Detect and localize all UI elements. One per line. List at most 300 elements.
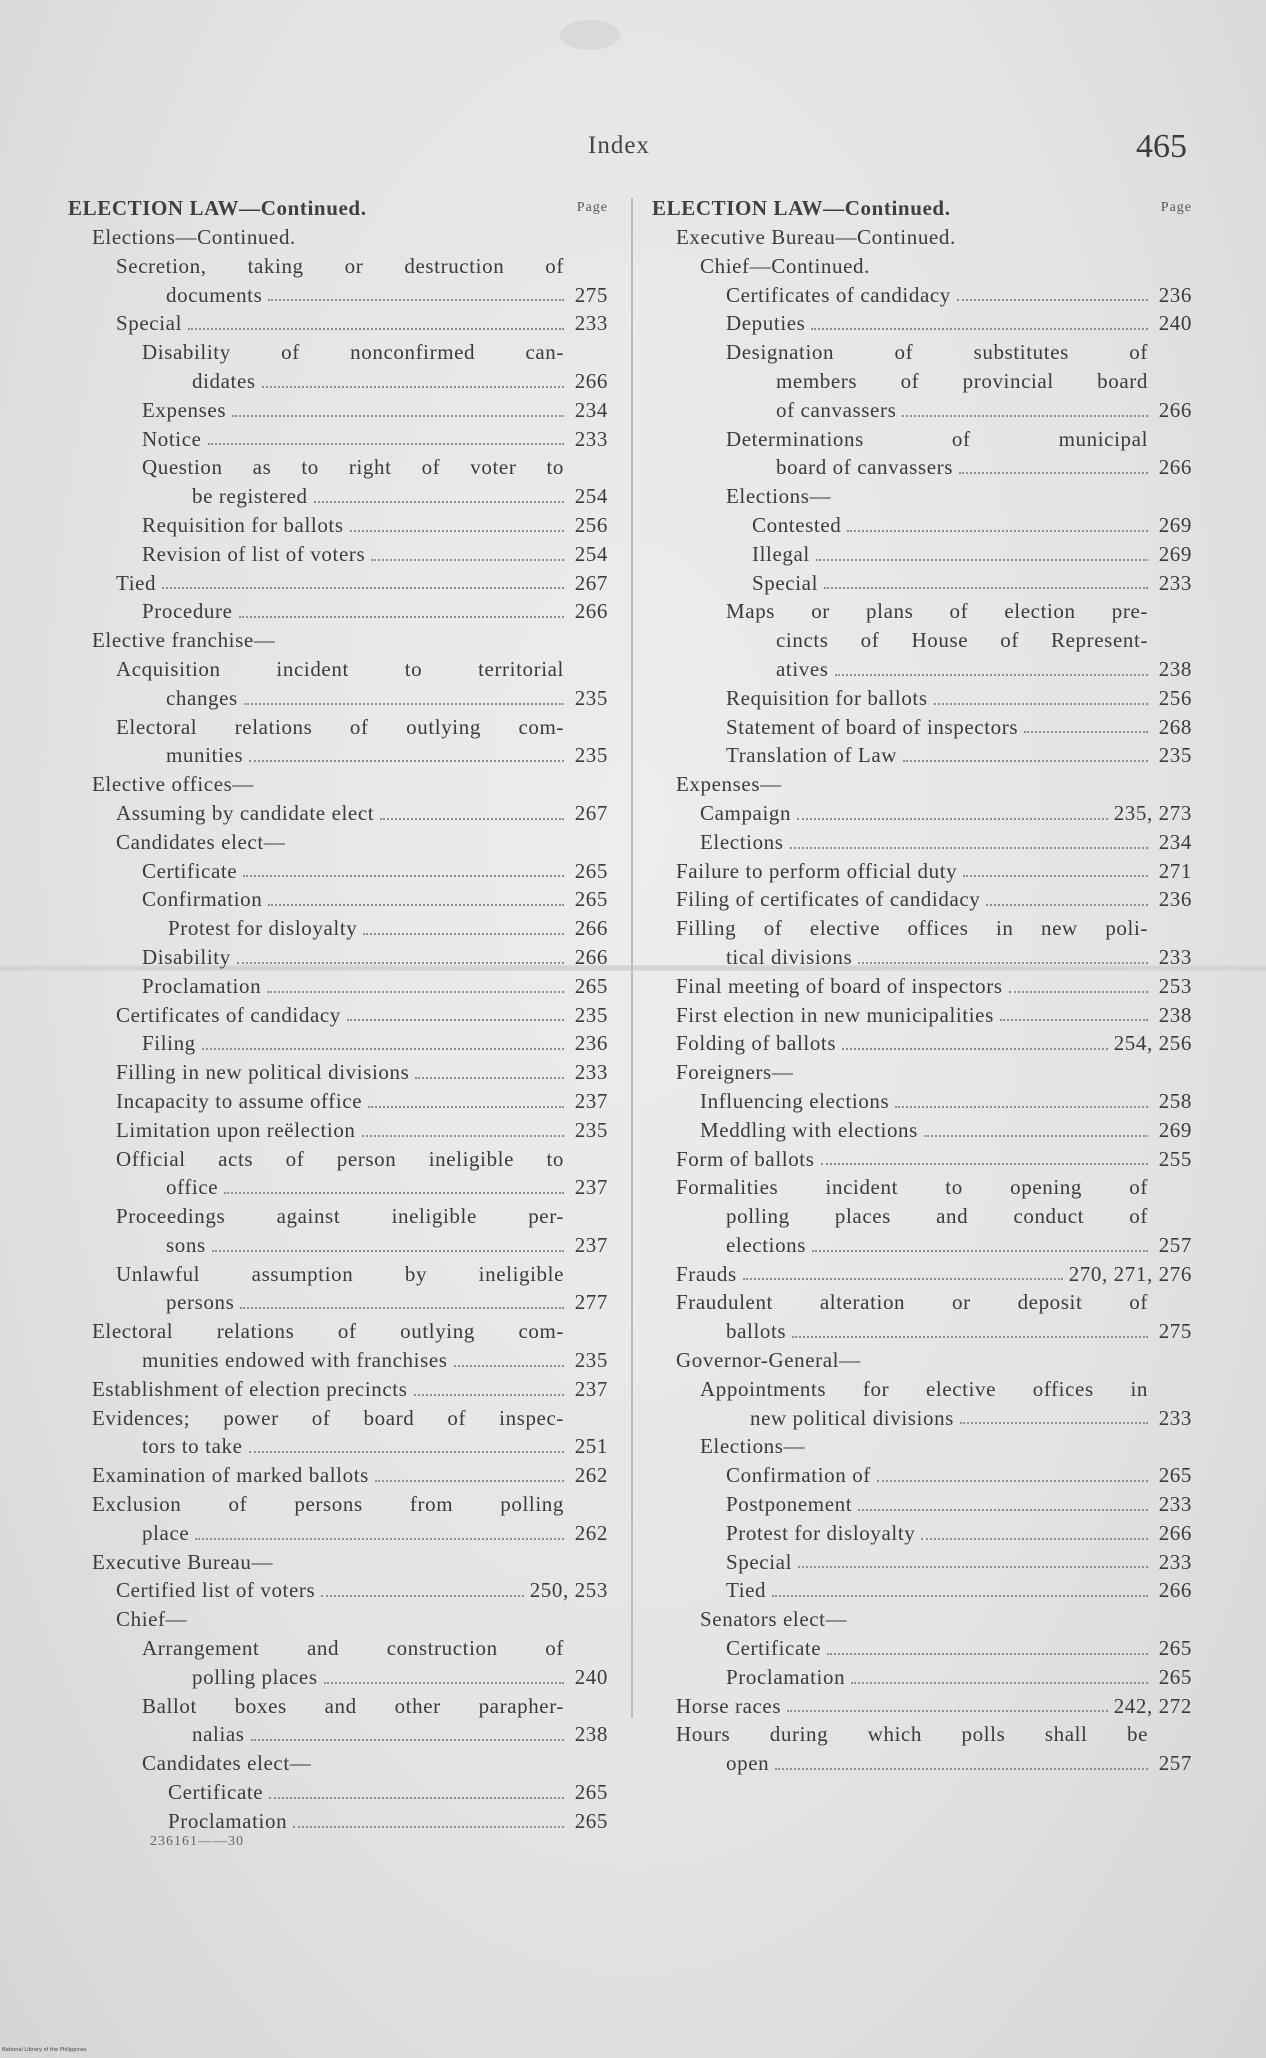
index-entry: [68, 799, 608, 828]
entry-text: sons: [166, 1232, 206, 1257]
dot-leader: [772, 1595, 1148, 1597]
entry-text: Ballot boxes and other parapher-: [142, 1693, 564, 1718]
dot-leader: [237, 962, 564, 964]
column-heading: [652, 194, 1192, 223]
index-entry: [68, 1404, 608, 1462]
index-entry: [68, 713, 608, 771]
dot-leader: [368, 1106, 564, 1108]
entry-text: Formalities incident to opening of: [676, 1175, 1148, 1200]
index-entry: [652, 223, 1192, 252]
page-reference: 265: [1158, 1664, 1192, 1689]
index-entry: [68, 540, 608, 569]
dot-leader: [1000, 1019, 1148, 1021]
entry-text: Establishment of election precincts: [92, 1376, 408, 1401]
entry-text: members of provincial board: [776, 368, 1148, 393]
page-reference: 236: [1158, 887, 1192, 912]
page-reference: 254, 256: [1113, 1031, 1192, 1056]
page-reference: 233: [1158, 1492, 1192, 1517]
page-reference: 275: [1158, 1319, 1192, 1344]
entry-text: Disability: [142, 944, 231, 969]
entry-text: Special: [116, 311, 183, 336]
dot-leader: [251, 1739, 564, 1741]
index-entry: [652, 1001, 1192, 1030]
index-entry: [652, 597, 1192, 683]
entry-text: Certified list of voters: [116, 1578, 316, 1603]
dot-leader: [363, 933, 564, 935]
dot-leader: [224, 1192, 564, 1194]
index-entry: [68, 828, 608, 857]
entry-text: Certificate: [142, 858, 238, 883]
entry-text: Elective franchise—: [92, 628, 276, 653]
dot-leader: [380, 818, 564, 820]
entry-text: Assuming by candidate elect: [116, 800, 375, 825]
entry-text: Certificate: [726, 1636, 822, 1661]
entry-text: munities endowed with franchises: [142, 1348, 448, 1373]
entry-text: Question as to right of voter to: [142, 455, 564, 480]
dot-leader: [847, 530, 1148, 532]
page-reference: 256: [1158, 685, 1192, 710]
page-reference: 267: [574, 570, 608, 595]
entry-text: Electoral relations of outlying com-: [92, 1319, 564, 1344]
index-entry: [652, 770, 1192, 799]
index-entry: [652, 1346, 1192, 1375]
page-reference: 268: [1158, 714, 1192, 739]
index-entry: [68, 425, 608, 454]
entry-text: Procedure: [142, 599, 233, 624]
page-reference: 238: [1158, 1002, 1192, 1027]
index-entry: [68, 1807, 608, 1836]
entry-text: atives: [776, 656, 829, 681]
index-entry: [652, 1605, 1192, 1634]
entry-text: munities: [166, 743, 244, 768]
page-reference: 257: [1158, 1751, 1192, 1776]
page-reference: 266: [574, 916, 608, 941]
printer-code: 236161——30: [150, 1834, 244, 1849]
page-reference: 235: [574, 1002, 608, 1027]
page-reference: 262: [574, 1520, 608, 1545]
index-entry: [68, 1605, 608, 1634]
entry-text: Elective offices—: [92, 772, 254, 797]
page-reference: 265: [574, 973, 608, 998]
dot-leader: [821, 1163, 1149, 1165]
dot-leader: [268, 299, 564, 301]
entry-text: open: [726, 1751, 770, 1776]
page-reference: 235: [574, 685, 608, 710]
index-entry: [652, 1145, 1192, 1174]
index-entry: [652, 1375, 1192, 1433]
entry-text: Failure to perform official duty: [676, 858, 958, 883]
dot-leader: [162, 587, 564, 589]
index-entry: [68, 626, 608, 655]
page-reference: 240: [1158, 311, 1192, 336]
dot-leader: [787, 1710, 1108, 1712]
entry-text: Chief—: [116, 1607, 188, 1632]
entry-text: Frauds: [676, 1261, 737, 1286]
dot-leader: [743, 1278, 1063, 1280]
entry-text: Elections—Continued.: [92, 225, 296, 249]
index-entry: [652, 1058, 1192, 1087]
dot-leader: [195, 1538, 564, 1540]
entry-text: Confirmation of: [726, 1463, 871, 1488]
index-entry: [68, 396, 608, 425]
dot-leader: [202, 1048, 564, 1050]
entry-text: Special: [752, 570, 819, 595]
entry-text: cincts of House of Represent-: [776, 628, 1148, 653]
entry-text: Proclamation: [142, 973, 262, 998]
dot-leader: [816, 559, 1148, 561]
index-entry: [68, 1317, 608, 1375]
page-reference: 275: [574, 282, 608, 307]
dot-leader: [824, 587, 1148, 589]
page-reference: 265: [574, 858, 608, 883]
index-column-right: [652, 194, 1192, 1778]
dot-leader: [208, 443, 564, 445]
entry-text: Proceedings against ineligible per-: [116, 1204, 564, 1229]
entry-text: Secretion, taking or destruction of: [116, 253, 564, 278]
page-reference: 269: [1158, 1117, 1192, 1142]
entry-text: Horse races: [676, 1693, 782, 1718]
index-entry: [652, 1490, 1192, 1519]
entry-text: Chief—Continued.: [700, 253, 871, 278]
page-reference: 233: [1158, 570, 1192, 595]
index-entry: [68, 569, 608, 598]
page-reference: 250, 253: [529, 1578, 608, 1603]
index-entry: [652, 1461, 1192, 1490]
index-entry: [68, 597, 608, 626]
page-reference: 233: [1158, 944, 1192, 969]
entry-text: new political divisions: [750, 1405, 954, 1430]
dot-leader: [454, 1365, 564, 1367]
page-reference: 257: [1158, 1232, 1192, 1257]
entry-text: Governor-General—: [676, 1348, 861, 1373]
index-entry: [652, 511, 1192, 540]
entry-text: Expenses: [142, 397, 227, 422]
running-head: Index: [588, 132, 650, 159]
page-reference: 254: [574, 541, 608, 566]
entry-text: Determinations of municipal: [726, 426, 1148, 451]
page-reference: 236: [1158, 282, 1192, 307]
entry-text: Form of ballots: [676, 1146, 815, 1171]
entry-text: polling places and conduct of: [726, 1204, 1148, 1229]
entry-text: tors to take: [142, 1434, 243, 1459]
entry-text: Requisition for ballots: [142, 512, 344, 537]
entry-text: Executive Bureau—: [92, 1549, 274, 1574]
entry-text: Fraudulent alteration or deposit of: [676, 1290, 1148, 1315]
entry-text: didates: [192, 368, 256, 393]
index-entry: [652, 1519, 1192, 1548]
dot-leader: [324, 1682, 564, 1684]
index-entry: [652, 1432, 1192, 1461]
entry-text: First election in new municipalities: [676, 1002, 994, 1027]
index-entry: [652, 914, 1192, 972]
page-reference: 269: [1158, 541, 1192, 566]
page-number: 465: [1136, 128, 1187, 165]
index-entry: [68, 1375, 608, 1404]
dot-leader: [895, 1106, 1148, 1108]
entry-text: Translation of Law: [726, 743, 898, 768]
dot-leader: [239, 616, 564, 618]
index-entry: [652, 1173, 1192, 1259]
index-entry: [652, 1288, 1192, 1346]
page-reference: 266: [1158, 397, 1192, 422]
paper-stain: [560, 20, 620, 50]
index-entry: [68, 972, 608, 1001]
entry-text: Filling in new political divisions: [116, 1060, 410, 1085]
dot-leader: [1009, 991, 1148, 993]
page-reference: 254: [574, 484, 608, 509]
entry-text: Designation of substitutes of: [726, 340, 1148, 365]
dot-leader: [249, 1451, 564, 1453]
entry-text: Illegal: [752, 541, 810, 566]
entry-text: Disability of nonconfirmed can-: [142, 340, 564, 365]
page-reference: 237: [574, 1088, 608, 1113]
index-entry: [68, 1001, 608, 1030]
entry-text: polling places: [192, 1664, 318, 1689]
page-reference: 235: [574, 743, 608, 768]
index-entry: [68, 1058, 608, 1087]
dot-leader: [350, 530, 564, 532]
dot-leader: [877, 1480, 1148, 1482]
index-entry: [68, 1749, 608, 1778]
entry-text: office: [166, 1175, 219, 1200]
dot-leader: [314, 501, 564, 503]
entry-text: Final meeting of board of inspectors: [676, 973, 1003, 998]
entry-text: Hours during which polls shall be: [676, 1722, 1148, 1747]
index-entry: [652, 828, 1192, 857]
entry-text: ballots: [726, 1319, 787, 1344]
index-entry: [68, 1490, 608, 1548]
page-label: Page: [1160, 200, 1192, 215]
entry-text: Expenses—: [676, 772, 782, 797]
index-entry: [68, 885, 608, 914]
dot-leader: [959, 472, 1148, 474]
index-entry: [68, 338, 608, 396]
entry-text: Filing of certificates of candidacy: [676, 887, 981, 912]
index-entry: [652, 1692, 1192, 1721]
index-entry: [652, 1548, 1192, 1577]
heading-text: ELECTION LAW—Continued.: [652, 196, 951, 220]
index-entry: [68, 943, 608, 972]
page-reference: 235: [1158, 743, 1192, 768]
index-entry: [68, 1029, 608, 1058]
index-entry: [68, 1634, 608, 1692]
dot-leader: [262, 386, 564, 388]
page-reference: 262: [574, 1463, 608, 1488]
entry-text: Revision of list of voters: [142, 541, 366, 566]
dot-leader: [798, 1566, 1148, 1568]
entry-text: Meddling with elections: [700, 1117, 918, 1142]
index-entry: [68, 453, 608, 511]
page-reference: 240: [574, 1664, 608, 1689]
dot-leader: [321, 1595, 523, 1597]
entry-text: Electoral relations of outlying com-: [116, 714, 564, 739]
dot-leader: [921, 1538, 1148, 1540]
index-entry: [68, 655, 608, 713]
index-entry: [652, 684, 1192, 713]
index-entry: [68, 1461, 608, 1490]
page-reference: 237: [574, 1376, 608, 1401]
entry-text: Campaign: [700, 800, 792, 825]
entry-text: Tied: [116, 570, 157, 595]
dot-leader: [240, 1307, 564, 1309]
entry-text: Senators elect—: [700, 1607, 848, 1632]
index-entry: [652, 540, 1192, 569]
entry-text: Influencing elections: [700, 1088, 890, 1113]
index-entry: [652, 1260, 1192, 1289]
dot-leader: [188, 328, 564, 330]
index-entry: [68, 914, 608, 943]
dot-leader: [792, 1336, 1148, 1338]
dot-leader: [414, 1394, 565, 1396]
page-reference: 265: [574, 887, 608, 912]
page-reference: 277: [574, 1290, 608, 1315]
entry-text: Certificates of candidacy: [726, 282, 951, 307]
entry-text: Protest for disloyalty: [726, 1520, 916, 1545]
entry-text: Requisition for ballots: [726, 685, 928, 710]
entry-text: Acquisition incident to territorial: [116, 656, 564, 681]
entry-text: Proclamation: [726, 1664, 846, 1689]
dot-leader: [775, 1768, 1148, 1770]
entry-text: Evidences; power of board of inspec-: [92, 1405, 564, 1430]
entry-text: Deputies: [726, 311, 806, 336]
entry-text: Limitation upon reëlection: [116, 1117, 356, 1142]
entry-text: Filing: [142, 1031, 196, 1056]
index-entry: [68, 511, 608, 540]
dot-leader: [835, 674, 1148, 676]
index-entry: [652, 281, 1192, 310]
dot-leader: [375, 1480, 564, 1482]
index-entry: [68, 1778, 608, 1807]
index-entry: [652, 1576, 1192, 1605]
dot-leader: [902, 415, 1148, 417]
page-reference: 258: [1158, 1088, 1192, 1113]
page-reference: 233: [574, 426, 608, 451]
dot-leader: [924, 1135, 1148, 1137]
page-reference: 238: [1158, 656, 1192, 681]
page-reference: 242, 272: [1113, 1693, 1192, 1718]
index-entry: [68, 1116, 608, 1145]
entry-text: Incapacity to assume office: [116, 1088, 363, 1113]
index-entry: [68, 1548, 608, 1577]
index-entry: [68, 252, 608, 310]
index-entry: [68, 1145, 608, 1203]
heading-text: ELECTION LAW—Continued.: [68, 196, 367, 220]
entry-text: Candidates elect—: [142, 1751, 312, 1776]
entry-text: Certificates of candidacy: [116, 1002, 341, 1027]
dot-leader: [812, 1250, 1148, 1252]
entry-text: Exclusion of persons from polling: [92, 1492, 564, 1517]
dot-leader: [362, 1135, 564, 1137]
entry-text: persons: [166, 1290, 235, 1315]
index-entry: [652, 1087, 1192, 1116]
page-reference: 266: [1158, 1578, 1192, 1603]
entry-text: place: [142, 1520, 190, 1545]
index-entry: [652, 338, 1192, 424]
dot-leader: [963, 875, 1148, 877]
dot-leader: [960, 1422, 1148, 1424]
index-entry: [652, 885, 1192, 914]
dot-leader: [267, 991, 564, 993]
index-entry: [652, 713, 1192, 742]
dot-leader: [790, 847, 1148, 849]
dot-leader: [293, 1826, 564, 1828]
entry-text: Elections—: [726, 484, 832, 509]
entry-text: Arrangement and construction of: [142, 1636, 564, 1661]
index-entry: [68, 1692, 608, 1750]
page-reference: 255: [1158, 1146, 1192, 1171]
index-entry: [68, 770, 608, 799]
entry-text: Appointments for elective offices in: [700, 1376, 1148, 1401]
entry-text: elections: [726, 1232, 807, 1257]
column-divider: [631, 198, 633, 1718]
entry-text: Filling of elective offices in new poli-: [676, 916, 1148, 941]
page-reference: 236: [574, 1031, 608, 1056]
entry-text: Elections—: [700, 1434, 806, 1459]
page-reference: 265: [1158, 1463, 1192, 1488]
index-column-left: [68, 194, 608, 1836]
column-heading: [68, 194, 608, 223]
dot-leader: [811, 328, 1148, 330]
dot-leader: [244, 703, 564, 705]
index-entry: [68, 1260, 608, 1318]
index-entry: [68, 1087, 608, 1116]
dot-leader: [858, 962, 1148, 964]
page-reference: 234: [574, 397, 608, 422]
page-reference: 266: [574, 944, 608, 969]
dot-leader: [371, 559, 564, 561]
entry-text: changes: [166, 685, 238, 710]
page-reference: 233: [574, 1060, 608, 1085]
entry-text: Postponement: [726, 1492, 853, 1517]
page-reference: 269: [1158, 512, 1192, 537]
entry-text: tical divisions: [726, 944, 853, 969]
entry-text: Notice: [142, 426, 202, 451]
dot-leader: [212, 1250, 564, 1252]
index-entry: [652, 309, 1192, 338]
dot-leader: [232, 415, 564, 417]
dot-leader: [797, 818, 1108, 820]
page-reference: 238: [574, 1722, 608, 1747]
page-reference: 256: [574, 512, 608, 537]
index-entry: [652, 741, 1192, 770]
index-entry: [68, 223, 608, 252]
index-entry: [652, 857, 1192, 886]
page-reference: 266: [574, 599, 608, 624]
dot-leader: [957, 299, 1148, 301]
page-reference: 251: [574, 1434, 608, 1459]
entry-text: Executive Bureau—Continued.: [676, 225, 956, 249]
page-reference: 271: [1158, 858, 1192, 883]
page-reference: 266: [1158, 1520, 1192, 1545]
page-reference: 270, 271, 276: [1068, 1261, 1192, 1286]
dot-leader: [934, 703, 1148, 705]
dot-leader: [268, 904, 564, 906]
entry-text: Tied: [726, 1578, 767, 1603]
index-entry: [652, 425, 1192, 483]
entry-text: board of canvassers: [776, 455, 954, 480]
entry-text: Statement of board of inspectors: [726, 714, 1019, 739]
entry-text: Folding of ballots: [676, 1031, 837, 1056]
page-reference: 237: [574, 1175, 608, 1200]
entry-text: Candidates elect—: [116, 829, 286, 854]
index-entry: [652, 252, 1192, 281]
entry-text: of canvassers: [776, 397, 897, 422]
dot-leader: [415, 1077, 564, 1079]
dot-leader: [827, 1653, 1148, 1655]
page-reference: 235: [574, 1348, 608, 1373]
dot-leader: [269, 1797, 564, 1799]
dot-leader: [851, 1682, 1148, 1684]
